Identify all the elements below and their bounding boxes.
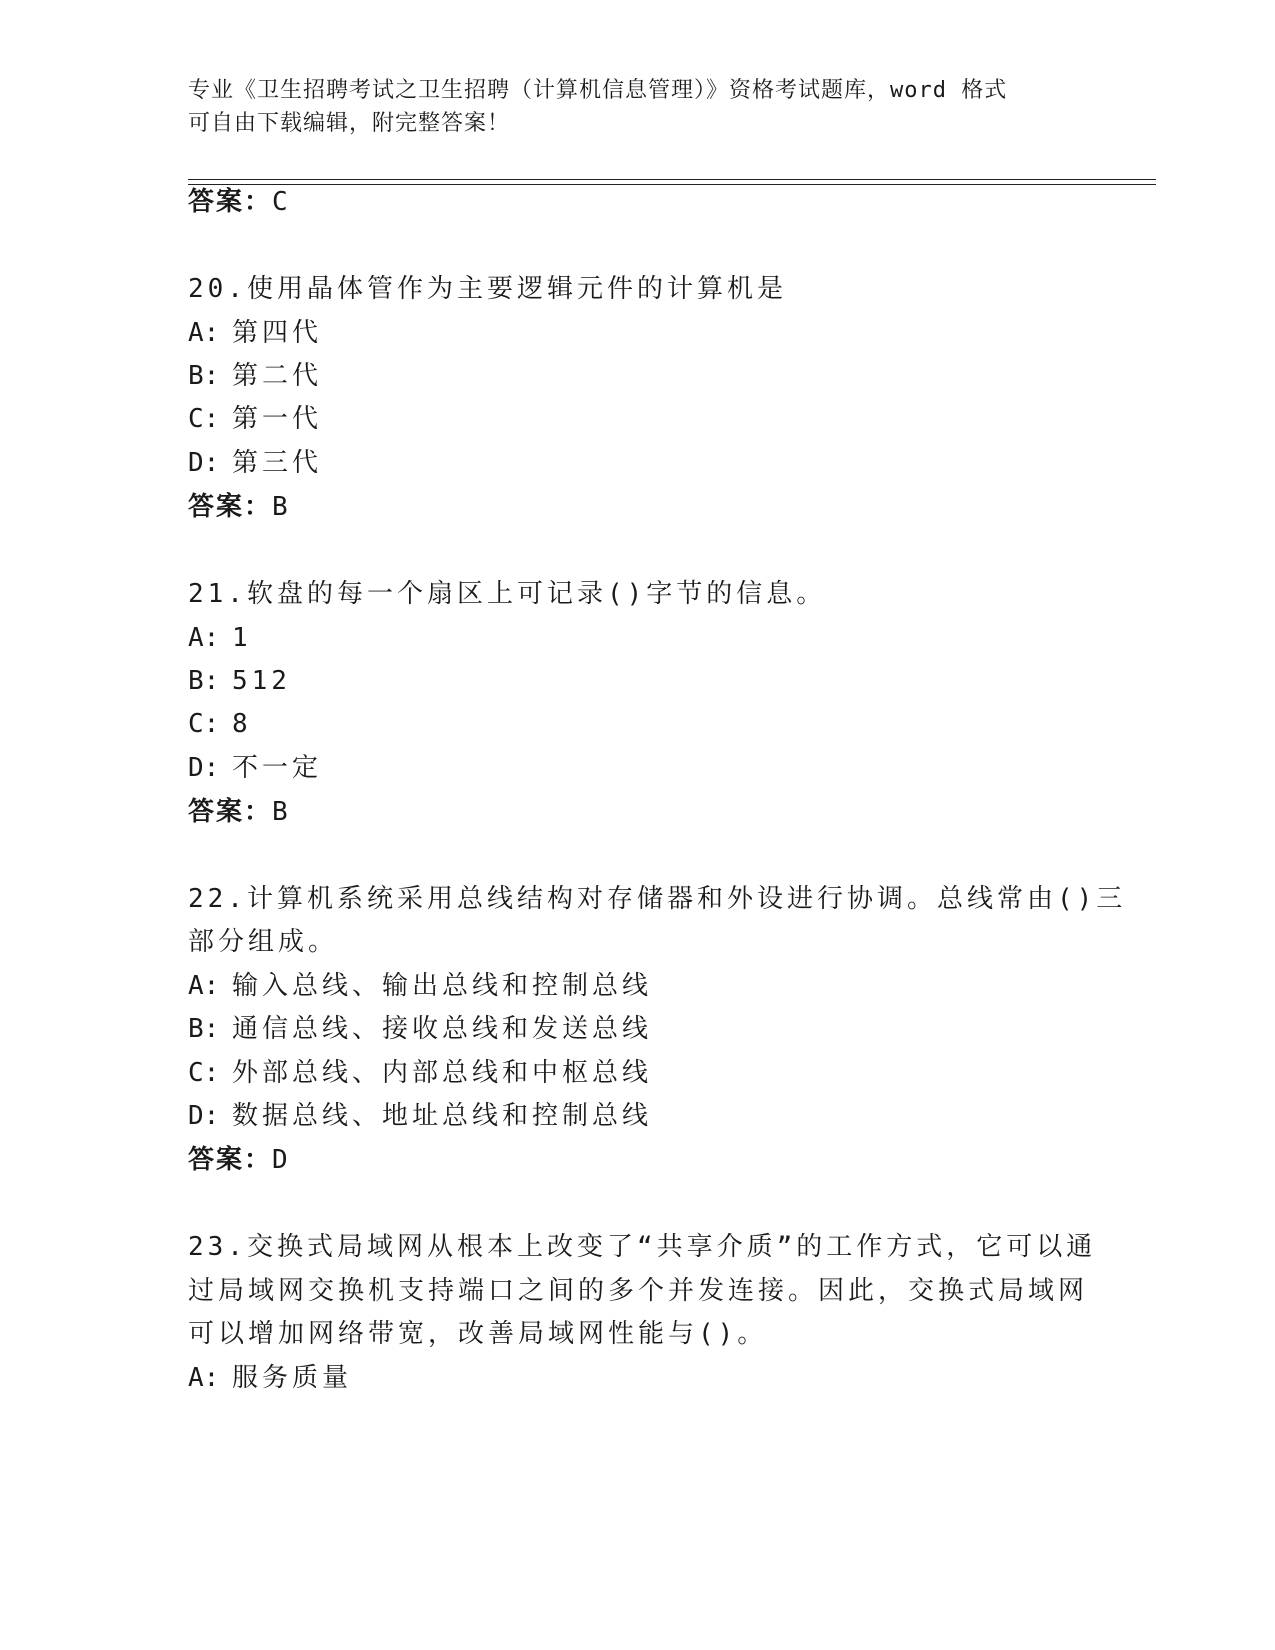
option-label: D: [188, 1101, 220, 1131]
option-label: B: [188, 1014, 220, 1044]
option-label: A: [188, 623, 220, 653]
option-d [188, 448, 322, 478]
option-a [188, 623, 252, 653]
option-label: A: [188, 1363, 220, 1393]
question-stem-continued: 可以增加网络带宽，改善局域网性能与()。 [188, 1319, 768, 1349]
option-text: 通信总线、接收总线和发送总线 [232, 1014, 653, 1044]
option-label: A: [188, 971, 220, 1001]
answer-line [188, 492, 290, 522]
question-stem: 20.使用晶体管作为主要逻辑元件的计算机是 [188, 274, 787, 304]
option-d [188, 753, 322, 783]
option-text: 外部总线、内部总线和中枢总线 [232, 1058, 653, 1088]
option-c [188, 1058, 652, 1088]
question-stem: 21.软盘的每一个扇区上可记录()字节的信息。 [188, 579, 827, 609]
question-stem-continued: 过局域网交换机支持端口之间的多个并发连接。因此，交换式局域网 [188, 1276, 1089, 1306]
option-c [188, 709, 252, 739]
answer-value: D [272, 1145, 290, 1175]
option-text: 数据总线、地址总线和控制总线 [232, 1101, 653, 1131]
option-text: 第四代 [232, 318, 323, 348]
option-label: B: [188, 666, 220, 696]
option-text: 第二代 [232, 361, 323, 391]
option-label: B: [188, 361, 220, 391]
option-text: 不一定 [232, 753, 323, 783]
header-divider-top [188, 179, 1156, 180]
option-text: 第一代 [232, 404, 323, 434]
option-c [188, 404, 322, 434]
option-b [188, 666, 291, 696]
option-text: 8 [232, 709, 252, 739]
question-stem: 22.计算机系统采用总线结构对存储器和外设进行协调。总线常由()三 [188, 884, 1127, 914]
document-header [188, 74, 1088, 140]
answer-line [188, 1145, 290, 1175]
answer-prefix: 答案： [188, 797, 273, 827]
answer-line [188, 797, 290, 827]
option-b [188, 1014, 652, 1044]
answer-line [188, 187, 290, 217]
answer-prefix: 答案： [188, 1145, 273, 1175]
header-divider-bottom [188, 184, 1156, 185]
header-line-1: 专业《卫生招聘考试之卫生招聘（计算机信息管理）》资格考试题库，word 格式 [188, 78, 1008, 103]
option-a [188, 971, 652, 1001]
question-stem: 23.交换式局域网从根本上改变了“共享介质”的工作方式，它可以通 [188, 1232, 1097, 1262]
option-d [188, 1101, 652, 1131]
answer-prefix: 答案： [188, 187, 273, 217]
answer-value: C [272, 187, 290, 217]
option-b [188, 361, 322, 391]
option-label: C: [188, 1058, 220, 1088]
header-line-2: 可自由下载编辑，附完整答案！ [188, 111, 511, 136]
option-label: A: [188, 318, 220, 348]
option-text: 1 [232, 623, 252, 653]
option-label: D: [188, 448, 220, 478]
option-text: 512 [232, 666, 291, 696]
option-text: 输入总线、输出总线和控制总线 [232, 971, 653, 1001]
option-text: 服务质量 [232, 1363, 353, 1393]
option-label: C: [188, 709, 220, 739]
answer-prefix: 答案： [188, 492, 273, 522]
option-label: C: [188, 404, 220, 434]
answer-value: B [272, 492, 290, 522]
option-a [188, 1363, 352, 1393]
option-a [188, 318, 322, 348]
option-label: D: [188, 753, 220, 783]
question-stem-continued: 部分组成。 [188, 927, 339, 957]
option-text: 第三代 [232, 448, 323, 478]
answer-value: B [272, 797, 290, 827]
